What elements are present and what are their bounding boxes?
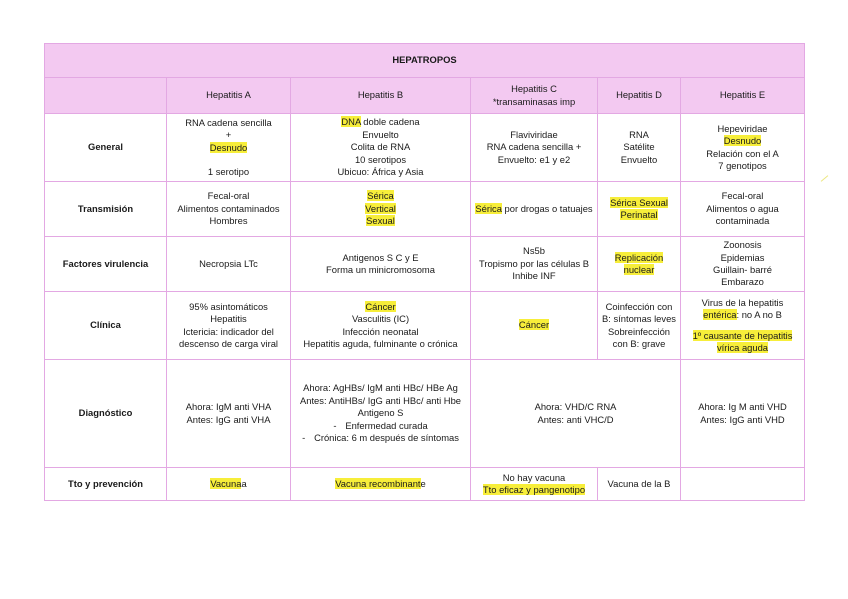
- row-label-virulencia: Factores virulencia: [45, 237, 167, 292]
- cell-text: Epidemias: [720, 251, 765, 263]
- cell-general-b: [291, 114, 471, 182]
- cell-text: Ubicuo: África y Asia: [337, 166, 424, 178]
- row-label-tto: Tto y prevención: [45, 468, 167, 501]
- cell-text: 7 genotipos: [718, 159, 767, 171]
- table-row-transmision: [45, 182, 805, 237]
- cell-text: Antes: IgG anti VHA: [186, 413, 271, 425]
- hepatropos-table: [44, 43, 805, 501]
- cell-text: Envuelto: [620, 153, 658, 165]
- header-hepatitis-a: Hepatitis A: [167, 78, 291, 114]
- row-label-transmision: Transmisión: [45, 182, 167, 237]
- cell-text: Ns5b: [523, 245, 545, 257]
- cell-text: Ahora: AgHBs/ IgM anti HBc/ HBe Ag: [303, 382, 458, 394]
- cell-text: Fecal-oral: [721, 190, 764, 202]
- cell-text: Alimentos contaminados: [177, 202, 280, 214]
- header-hepatitis-c-title: Hepatitis C: [511, 83, 557, 95]
- cell-text: Inhibe INF: [512, 270, 556, 282]
- cell-diagnostico-e: [681, 360, 805, 468]
- cell-text: Antigenos S C y E: [342, 251, 419, 263]
- cell-virulencia-a: [167, 237, 291, 292]
- cell-text: Relación con el A: [706, 147, 779, 159]
- row-label-diagnostico: Diagnóstico: [45, 360, 167, 468]
- cell-text: Fecal-oral: [207, 190, 250, 202]
- cell-text: Hepeviridae: [717, 122, 768, 134]
- cell-virulencia-c: [471, 237, 598, 292]
- highlight-text: Vertical: [365, 202, 396, 214]
- cell-text: RNA: [629, 128, 649, 140]
- cell-text: Ictericia: indicador del descenso de carga viral: [178, 325, 278, 349]
- cell-text: Crónica: 6 m después de síntomas: [314, 432, 459, 444]
- cell-text: Satélite: [623, 141, 655, 153]
- cell-diagnostico-b: [291, 360, 471, 468]
- cell-text: por drogas o tatuajes: [501, 202, 593, 214]
- header-hepatitis-d: Hepatitis D: [598, 78, 681, 114]
- cell-text: 95% asintomáticos: [189, 300, 268, 312]
- cell-general-a: [167, 114, 291, 182]
- cell-text: Envuelto: [362, 128, 399, 140]
- cell-text: Hepatitis: [210, 313, 247, 325]
- cell-text: Forma un minicromosoma: [326, 264, 435, 275]
- cell-text: Ahora: VHD/C RNA: [534, 401, 617, 413]
- highlight-text: Desnudo: [723, 135, 762, 147]
- header-hepatitis-c: [471, 78, 598, 114]
- cell-clinica-e: [681, 292, 805, 360]
- highlight-text: 1º causante de hepatitis vírica aguda: [692, 329, 793, 353]
- cell-text: Embarazo: [721, 276, 764, 288]
- list-dash: -: [333, 419, 337, 431]
- header-empty: [45, 78, 167, 114]
- cell-text: Antes: AntiHBs/ IgG anti HBc/ anti Hbe: [299, 394, 461, 406]
- cell-text: Colita de RNA: [350, 141, 411, 153]
- cell-transmision-e: [681, 182, 805, 237]
- cell-clinica-a: [167, 292, 291, 360]
- cell-text: 1 serotipo: [207, 165, 250, 177]
- cell-text: Enfermedad curada: [345, 419, 428, 431]
- cell-clinica-b: [291, 292, 471, 360]
- cell-text: Ahora: Ig M anti VHD: [698, 401, 787, 413]
- cell-tto-e: [681, 468, 805, 501]
- cell-clinica-d: [598, 292, 681, 360]
- cell-text: +: [225, 129, 232, 141]
- cell-text: Sobreinfección con B: grave: [607, 325, 671, 349]
- cell-transmision-c: [471, 182, 598, 237]
- cell-text: No hay vacuna: [502, 471, 566, 483]
- table-row-virulencia: [45, 237, 805, 292]
- cell-clinica-c: [471, 292, 598, 360]
- cell-text: Hepatitis aguda, fulminante o crónica: [303, 337, 458, 349]
- highlight-text: Vacuna: [210, 477, 242, 489]
- cell-tto-a: [167, 468, 291, 501]
- cell-text: e: [420, 477, 426, 489]
- cell-text: Flaviviridae: [510, 128, 558, 140]
- table-row-tto: [45, 468, 805, 501]
- cell-text: Vacuna de la B: [607, 477, 671, 489]
- highlight-text: Sérica: [475, 202, 502, 214]
- cell-text: Coinfección con B: síntomas leves: [602, 300, 676, 325]
- cell-general-e: [681, 114, 805, 182]
- highlight-text: DNA: [341, 116, 361, 128]
- highlight-text: nuclear: [623, 264, 655, 275]
- header-row: [45, 78, 805, 114]
- cell-text: Antigeno S: [357, 407, 404, 419]
- cell-text: Zoonosis: [723, 239, 762, 251]
- highlight-text: Sérica Sexual: [610, 196, 668, 208]
- highlight-text: Vacuna recombinant: [335, 477, 421, 489]
- cell-text: Infección neonatal: [342, 325, 419, 337]
- highlight-text: Tto eficaz y pangenotipo: [482, 484, 586, 495]
- cell-virulencia-e: [681, 237, 805, 292]
- cell-transmision-d: [598, 182, 681, 237]
- cell-tto-b: [291, 468, 471, 501]
- cell-text: RNA cadena sencilla: [185, 116, 272, 128]
- cell-text: : no A no B: [736, 309, 782, 321]
- highlight-text: Sérica: [367, 190, 394, 202]
- row-label-clinica: Clínica: [45, 292, 167, 360]
- highlight-text: Cáncer: [518, 319, 550, 331]
- header-hepatitis-b: Hepatitis B: [291, 78, 471, 114]
- header-hepatitis-e: Hepatitis E: [681, 78, 805, 114]
- cell-text: Virus de la hepatitis: [701, 296, 784, 308]
- highlight-text: entérica: [703, 309, 737, 321]
- cell-text: Envuelto: e1 y e2: [497, 153, 571, 165]
- cell-diagnostico-cd: [471, 360, 681, 468]
- cell-general-d: [598, 114, 681, 182]
- cell-text: [170, 154, 287, 166]
- cell-text: 10 serotipos: [354, 153, 407, 165]
- cell-transmision-a: [167, 182, 291, 237]
- cell-tto-d: [598, 468, 681, 501]
- cell-text: Ahora: IgM anti VHA: [185, 401, 272, 413]
- cell-transmision-b: [291, 182, 471, 237]
- header-hepatitis-c-note: *transaminasas imp: [492, 95, 576, 107]
- cell-text: Tropismo por las células B: [478, 257, 590, 269]
- cell-text: Vasculitis (IC): [351, 313, 410, 325]
- table-row-general: [45, 114, 805, 182]
- table-title: HEPATROPOS: [45, 44, 805, 78]
- highlight-text: Cáncer: [365, 300, 396, 312]
- cell-virulencia-d: [598, 237, 681, 292]
- cell-text: Antes: anti VHC/D: [537, 413, 614, 425]
- cell-virulencia-b: [291, 237, 471, 292]
- highlight-text: Sexual: [366, 215, 395, 227]
- cell-text: RNA cadena sencilla +: [486, 141, 582, 153]
- cell-tto-c: [471, 468, 598, 501]
- cell-text: Hombres: [209, 215, 248, 227]
- row-label-general: General: [45, 114, 167, 182]
- cell-text: Necropsia LTc: [199, 257, 258, 269]
- highlight-text: Perinatal: [620, 209, 658, 220]
- cell-general-c: [471, 114, 598, 182]
- cell-text: Guillain- barré: [713, 264, 772, 275]
- cell-text: doble cadena: [360, 116, 420, 128]
- cell-diagnostico-a: [167, 360, 291, 468]
- table-row-clinica: [45, 292, 805, 360]
- cell-text: Alimentos o agua contaminada: [706, 202, 779, 227]
- list-dash: -: [302, 432, 306, 444]
- cell-text: a: [241, 477, 247, 489]
- highlighter-stroke: [821, 175, 829, 182]
- cell-text: Antes: IgG anti VHD: [700, 413, 785, 425]
- highlight-text: Desnudo: [209, 141, 248, 153]
- highlight-text: Replicación: [614, 251, 664, 263]
- table-row-diagnostico: [45, 360, 805, 468]
